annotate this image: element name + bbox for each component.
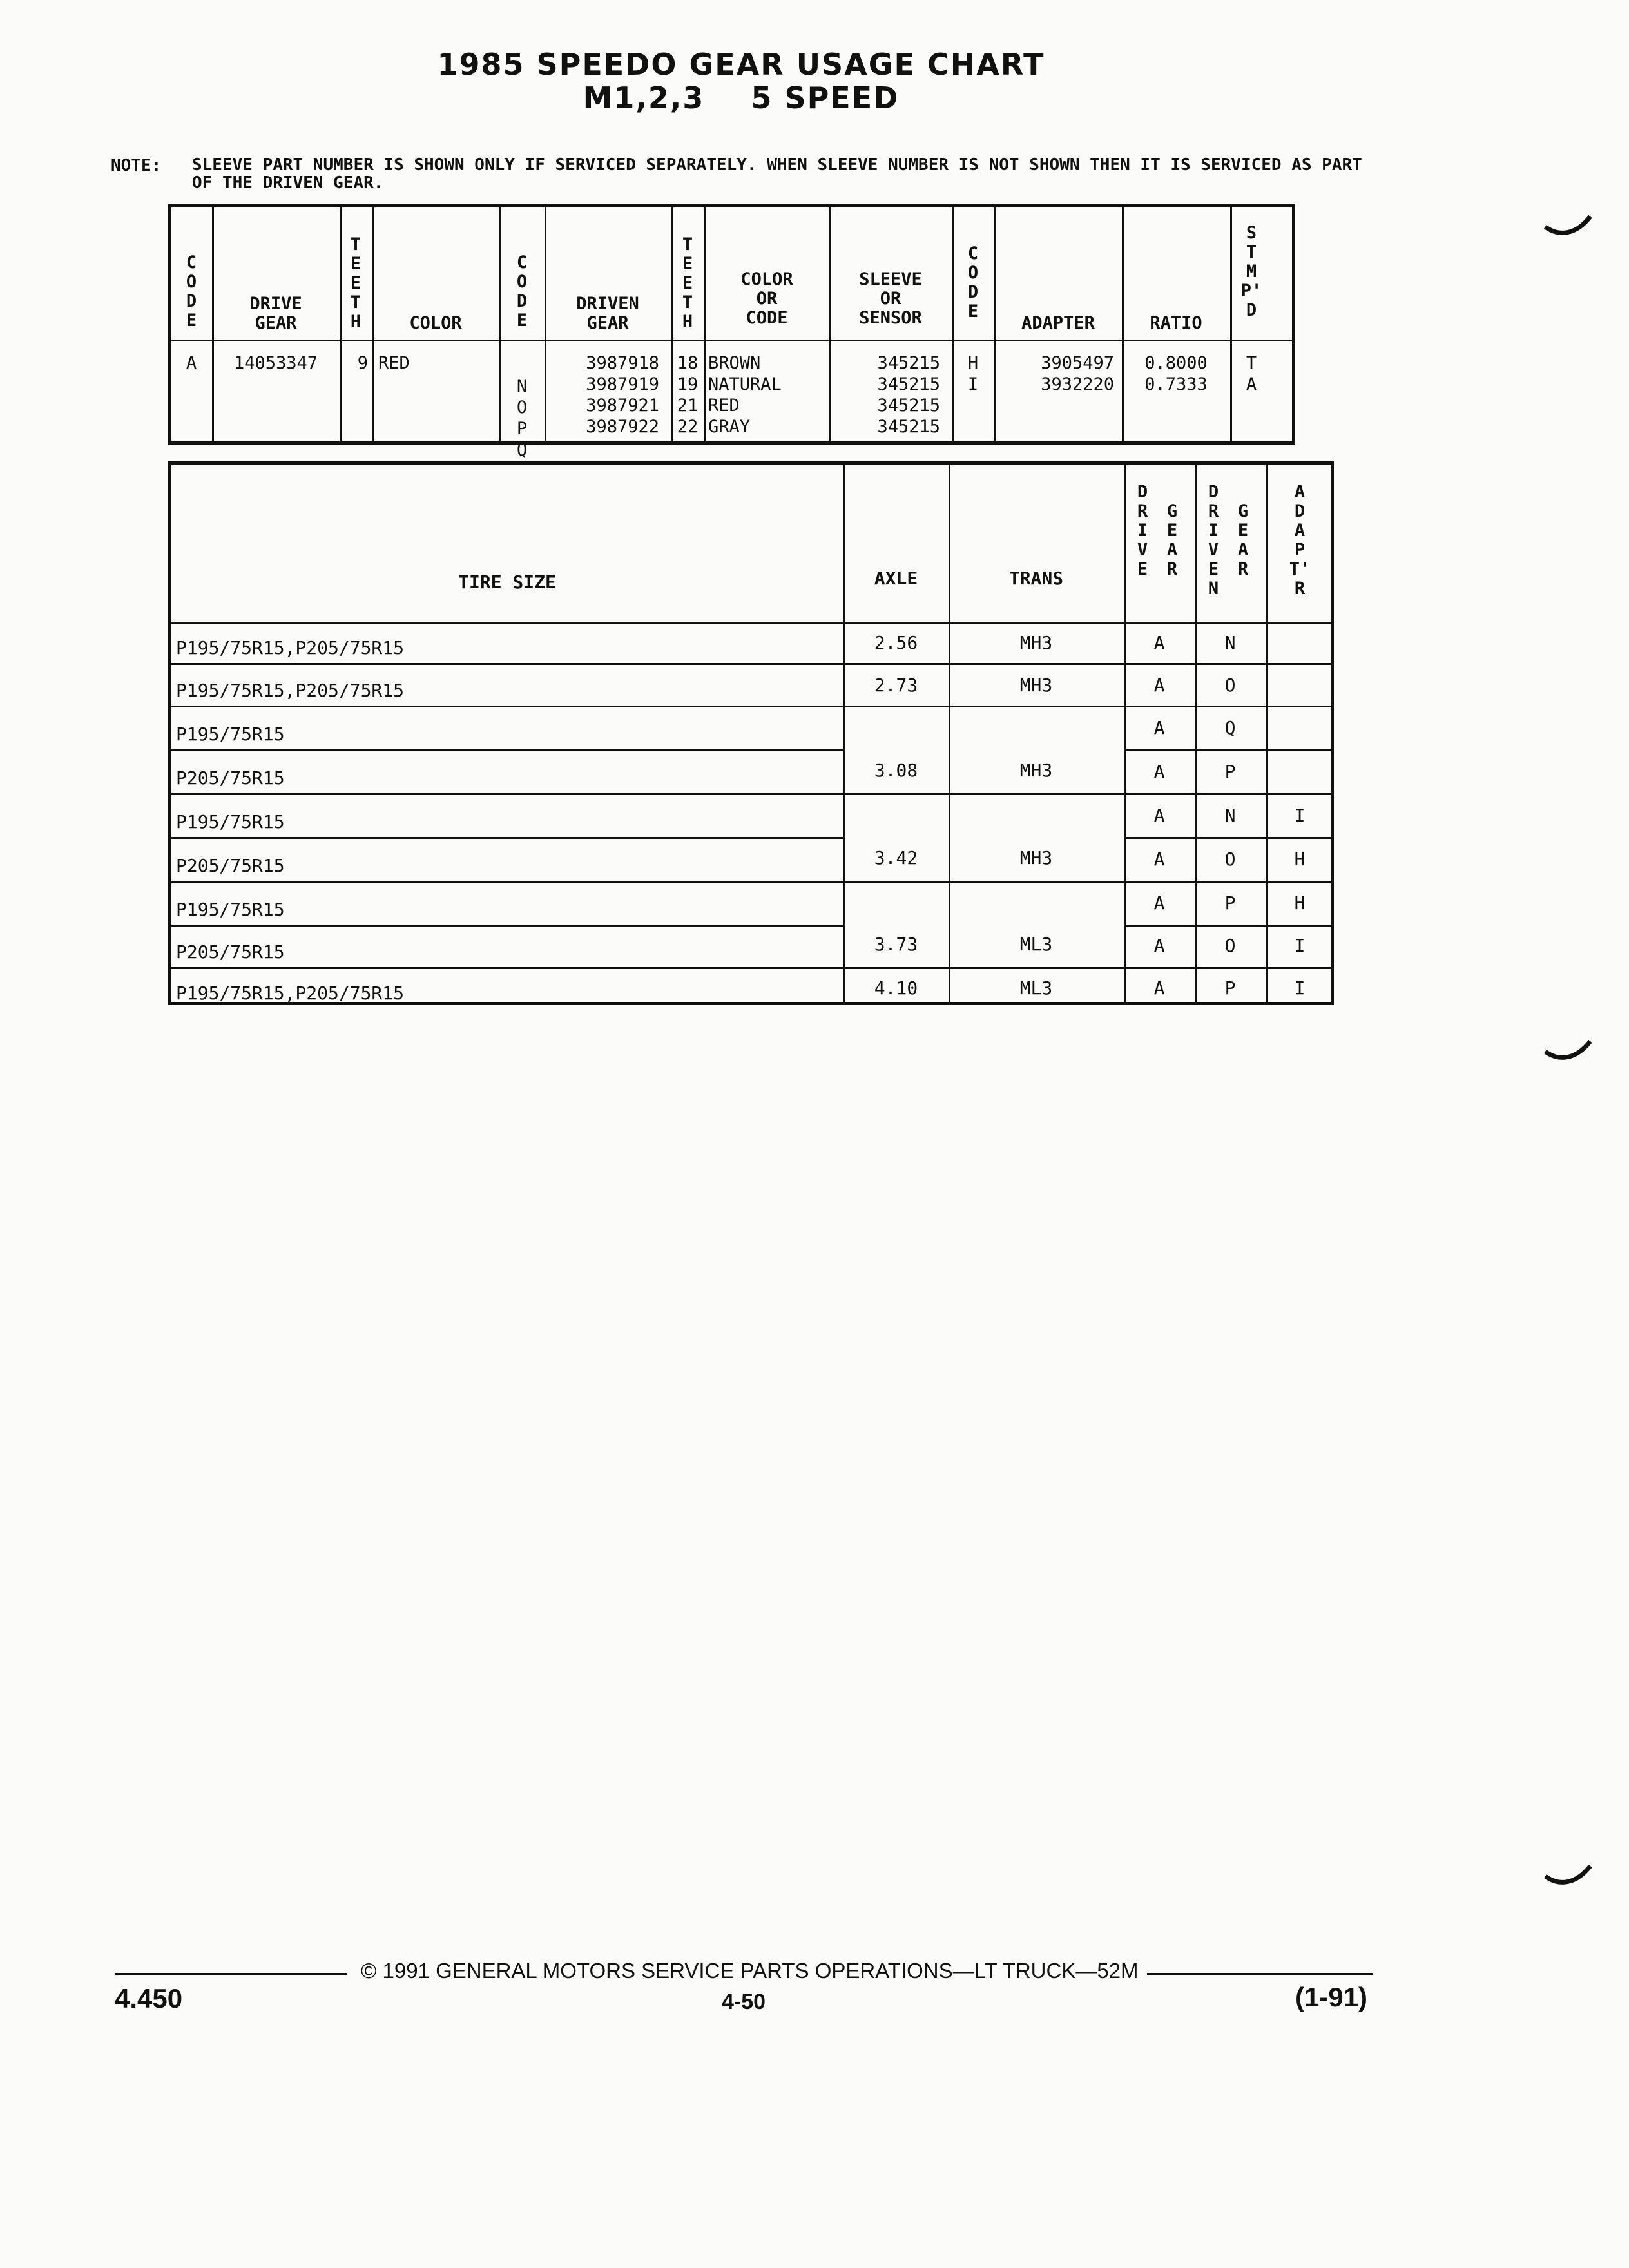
page-title: 1985 SPEEDO GEAR USAGE CHART xyxy=(437,47,1045,82)
drive-teeth: 9 xyxy=(357,353,368,373)
tire-size-row-3: P195/75R15 xyxy=(176,724,285,745)
driven-gear-code: O xyxy=(1224,935,1236,956)
axle-ratio: 4.10 xyxy=(874,977,918,999)
drive-gear-code: A xyxy=(1153,632,1165,653)
drive-code: A xyxy=(186,353,197,373)
driven-gear-code: O xyxy=(1224,675,1236,696)
transmission: ML3 xyxy=(1019,977,1053,999)
driven-gear-code: P xyxy=(1224,977,1236,999)
header-color: COLOR xyxy=(409,313,462,333)
driven-colors: BROWN NATURAL RED GRAY xyxy=(708,353,782,437)
header-driven-gear-word: G E A R xyxy=(1237,501,1249,579)
header-driven-teeth: T E E T H xyxy=(682,235,693,332)
driven-codes: N O P Q xyxy=(516,376,528,460)
transmission: MH3 xyxy=(1019,847,1053,869)
tire-size-row-9: P195/75R15,P205/75R15 xyxy=(176,983,405,1004)
drive-gear-code: A xyxy=(1153,717,1165,738)
tire-size-row-8: P205/75R15 xyxy=(176,941,285,963)
drive-color: RED xyxy=(378,353,410,373)
tire-size-row-4: P205/75R15 xyxy=(176,767,285,789)
binder-mark xyxy=(1544,213,1592,241)
header-driven-gear: DRIVEN GEAR xyxy=(576,294,639,333)
driven-teeth: 18 19 21 22 xyxy=(677,353,699,437)
footer-date-code: (1-91) xyxy=(1295,1982,1368,2012)
axle-ratio: 3.73 xyxy=(874,934,918,955)
usage-table xyxy=(168,461,1334,1005)
adapter-numbers: 3905497 3932220 xyxy=(1041,353,1114,394)
header-adapter: ADAPTER xyxy=(1021,313,1095,333)
header-code: C O D E xyxy=(186,253,197,331)
axle-ratio: 3.08 xyxy=(874,760,918,781)
gear-table xyxy=(168,204,1295,460)
driven-gear-code: O xyxy=(1224,849,1236,870)
header-trans: TRANS xyxy=(1008,568,1064,589)
binder-mark xyxy=(1544,1862,1592,1890)
header-stamped: S T M P' D xyxy=(1240,223,1262,320)
header-axle: AXLE xyxy=(874,568,918,589)
footer-section-number: 4.450 xyxy=(115,1983,183,2013)
header-sleeve-or-sensor: SLEEVE OR SENSOR xyxy=(859,269,922,328)
page-subtitle: M1,2,3 5 SPEED xyxy=(583,81,900,115)
header-ratio: RATIO xyxy=(1150,313,1202,333)
axle-ratio: 2.56 xyxy=(874,632,918,653)
header-driven-code: C O D E xyxy=(516,253,528,331)
transmission: MH3 xyxy=(1019,760,1053,781)
sleeve-numbers: 345215 345215 345215 345215 xyxy=(877,353,940,437)
tire-size-row-2: P195/75R15,P205/75R15 xyxy=(176,680,405,701)
drive-gear-code: A xyxy=(1153,761,1165,782)
drive-gear-code: A xyxy=(1153,935,1165,956)
header-teeth: T E E T H xyxy=(350,235,361,332)
adapter-code: I xyxy=(1294,935,1306,956)
header-tire-size: TIRE SIZE xyxy=(458,572,556,593)
footer-rule-left xyxy=(115,1973,347,1975)
header-adapter-code: C O D E xyxy=(967,244,979,322)
transmission: ML3 xyxy=(1019,934,1053,955)
header-color-or-code: COLOR OR CODE xyxy=(740,269,793,328)
tire-size-row-5: P195/75R15 xyxy=(176,811,285,832)
tire-size-row-7: P195/75R15 xyxy=(176,899,285,920)
drive-gear-code: A xyxy=(1153,805,1165,826)
header-drive: D R I V E xyxy=(1137,482,1148,579)
header-drive-gear-word: G E A R xyxy=(1166,501,1178,579)
drive-gear-code: A xyxy=(1153,849,1165,870)
header-drive-gear: DRIVE GEAR xyxy=(249,294,302,333)
driven-gear-code: P xyxy=(1224,761,1236,782)
footer-rule-right xyxy=(1147,1973,1373,1975)
footer-copyright: © 1991 GENERAL MOTORS SERVICE PARTS OPERATIONS—LT TRUCK—52M xyxy=(361,1959,1139,1983)
drive-gear-code: A xyxy=(1153,977,1165,999)
driven-gear-code: P xyxy=(1224,892,1236,914)
adapter-code: I xyxy=(1294,977,1306,999)
tire-size-row-1: P195/75R15,P205/75R15 xyxy=(176,637,405,658)
driven-gear-code: N xyxy=(1224,632,1236,653)
binder-mark xyxy=(1544,1037,1592,1066)
drive-gear-code: A xyxy=(1153,675,1165,696)
driven-gear-numbers: 3987918 3987919 3987921 3987922 xyxy=(586,353,659,437)
header-driven: D R I V E N xyxy=(1208,482,1219,599)
transmission: MH3 xyxy=(1019,675,1053,696)
transmission: MH3 xyxy=(1019,632,1053,653)
header-adapter: A D A P T' R xyxy=(1289,482,1311,599)
note-label: NOTE: xyxy=(111,156,162,175)
axle-ratio: 2.73 xyxy=(874,675,918,696)
ratios: 0.8000 0.7333 xyxy=(1144,353,1208,394)
stamped: T A xyxy=(1246,353,1257,394)
adapter-codes: H I xyxy=(967,353,979,394)
drive-gear-code: A xyxy=(1153,892,1165,914)
adapter-code: H xyxy=(1294,892,1306,914)
footer-page-number: 4-50 xyxy=(722,1990,766,2014)
tire-size-row-6: P205/75R15 xyxy=(176,855,285,876)
adapter-code: H xyxy=(1294,849,1306,870)
axle-ratio: 3.42 xyxy=(874,847,918,869)
note-text: SLEEVE PART NUMBER IS SHOWN ONLY IF SERVICED SEPARATELY. WHEN SLEEVE NUMBER IS NOT SHOWN THEN IT IS SERVICED AS PART OF THE DRIVEN GEAR. xyxy=(192,155,1362,193)
driven-gear-code: Q xyxy=(1224,717,1236,738)
adapter-code: I xyxy=(1294,805,1306,826)
drive-gear-number: 14053347 xyxy=(233,353,318,373)
driven-gear-code: N xyxy=(1224,805,1236,826)
